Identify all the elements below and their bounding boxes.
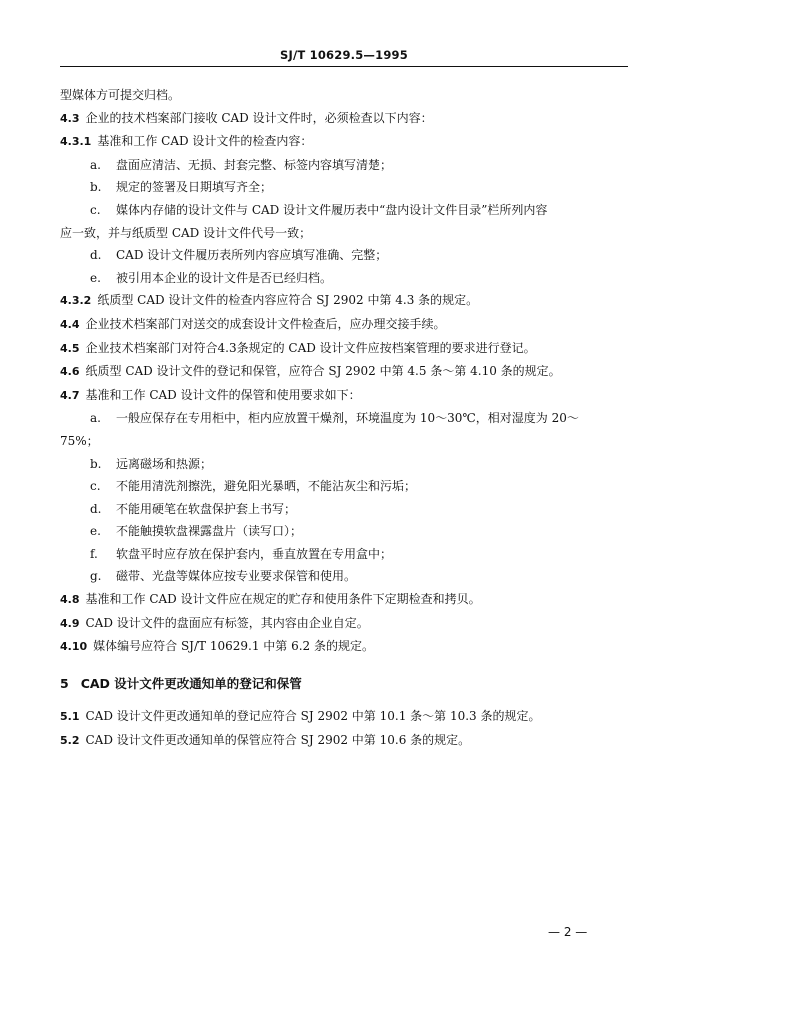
document-body <box>60 84 632 753</box>
list-item <box>60 407 632 430</box>
item-text: 盘面应清洁、无损、封套完整、标签内容填写清楚； <box>116 157 393 172</box>
section-number: 5 <box>60 675 69 691</box>
clause-text: 纸质型 CAD 设计文件的检查内容应符合 SJ 2902 中第 4.3 条的规定。 <box>97 293 479 308</box>
clause-4-10 <box>60 635 632 659</box>
section-title: CAD 设计文件更改通知单的登记和保管 <box>80 675 302 691</box>
clause-4-3-2 <box>60 289 632 313</box>
clause-4-6 <box>60 360 632 384</box>
item-text: 媒体内存储的设计文件与 CAD 设计文件履历表中“盘内设计文件目录”栏所列内容 <box>116 202 548 217</box>
list-item-continuation: 75%； <box>60 433 99 448</box>
clause-text: 基准和工作 CAD 设计文件的检查内容： <box>97 134 313 149</box>
list-item <box>60 543 632 566</box>
item-label: f. <box>90 546 98 561</box>
clause-number: 4.3 <box>60 111 80 125</box>
clause-4-5 <box>60 337 632 361</box>
clause-number: 4.6 <box>60 365 80 379</box>
item-text: CAD 设计文件履历表所列内容应填写准确、完整； <box>116 248 388 263</box>
item-text: 不能用硬笔在软盘保护套上书写； <box>116 501 297 516</box>
item-label: e. <box>90 270 101 285</box>
item-text: 软盘平时应存放在保护套内，垂直放置在专用盒中； <box>116 546 393 561</box>
page-number: — 2 — <box>548 925 588 939</box>
item-text: 一般应保存在专用柜中，柜内应放置干燥剂，环境温度为 10～30℃，相对湿度为 20～ <box>116 411 579 426</box>
clause-4-9 <box>60 612 632 636</box>
clause-number: 4.3.1 <box>60 135 92 149</box>
item-label: b. <box>90 456 102 471</box>
clause-4-3-1 <box>60 130 632 154</box>
clause-text: 纸质型 CAD 设计文件的登记和保管，应符合 SJ 2902 中第 4.5 条～第 4.10 条的规定。 <box>85 364 561 379</box>
list-item <box>60 498 632 521</box>
clause-number: 4.4 <box>60 317 80 331</box>
clause-4-4 <box>60 313 632 337</box>
item-text: 不能用清洗剂擦洗，避免阳光暴晒，不能沾灰尘和污垢； <box>116 479 417 494</box>
list-item <box>60 244 632 267</box>
clause-number: 4.7 <box>60 388 80 402</box>
item-label: c. <box>90 202 101 217</box>
clause-5-1 <box>60 705 632 729</box>
clause-number: 5.1 <box>60 710 80 724</box>
clause-4-8 <box>60 588 632 612</box>
paragraph: 型媒体方可提交归档。 <box>60 88 181 102</box>
clause-text: 企业技术档案部门对符合4.3条规定的 CAD 设计文件应按档案管理的要求进行登记。 <box>85 340 536 355</box>
item-label: a. <box>90 157 101 172</box>
list-item <box>60 565 632 588</box>
list-item-continuation: 应一致，并与纸质型 CAD 设计文件代号一致； <box>60 225 312 240</box>
clause-number: 4.5 <box>60 341 80 355</box>
item-label: d. <box>90 248 102 263</box>
list-item <box>60 176 632 199</box>
list-item <box>60 199 632 222</box>
list-item <box>60 154 632 177</box>
clause-number: 4.9 <box>60 616 80 630</box>
item-label: d. <box>90 501 102 516</box>
list-item <box>60 520 632 543</box>
clause-text: 基准和工作 CAD 设计文件的保管和使用要求如下： <box>85 387 361 402</box>
item-label: a. <box>90 411 101 426</box>
item-text: 被引用本企业的设计文件是否已经归档。 <box>116 270 333 285</box>
clause-number: 4.3.2 <box>60 294 92 308</box>
document-header: SJ/T 10629.5—1995 <box>280 48 408 62</box>
clause-text: CAD 设计文件更改通知单的登记应符合 SJ 2902 中第 10.1 条～第 10.3 条的规定。 <box>85 709 541 724</box>
clause-text: CAD 设计文件的盘面应有标签，其内容由企业自定。 <box>85 615 369 630</box>
list-item <box>60 453 632 476</box>
item-text: 规定的签署及日期填写齐全； <box>116 180 273 195</box>
header-rule <box>60 66 628 67</box>
clause-text: 媒体编号应符合 SJ/T 10629.1 中第 6.2 条的规定。 <box>93 639 374 654</box>
clause-number: 4.10 <box>60 640 88 654</box>
clause-number: 4.8 <box>60 593 80 607</box>
list-item <box>60 267 632 290</box>
clause-number: 5.2 <box>60 734 80 748</box>
clause-text: CAD 设计文件更改通知单的保管应符合 SJ 2902 中第 10.6 条的规定。 <box>85 733 471 748</box>
list-item <box>60 475 632 498</box>
clause-4-3 <box>60 107 632 131</box>
item-label: g. <box>90 569 102 584</box>
clause-text: 企业的技术档案部门接收 CAD 设计文件时，必须检查以下内容： <box>85 110 433 125</box>
clause-5-2 <box>60 729 632 753</box>
item-text: 磁带、光盘等媒体应按专业要求保管和使用。 <box>116 569 357 584</box>
item-label: c. <box>90 479 101 494</box>
item-text: 远离磁场和热源； <box>116 456 213 471</box>
item-label: e. <box>90 524 101 539</box>
clause-text: 企业技术档案部门对送交的成套设计文件检查后，应办理交接手续。 <box>85 316 446 331</box>
item-label: b. <box>90 180 102 195</box>
section-5-heading <box>60 673 632 696</box>
item-text: 不能触摸软盘裸露盘片（读写口）； <box>116 524 303 539</box>
clause-4-7 <box>60 384 632 408</box>
clause-text: 基准和工作 CAD 设计文件应在规定的贮存和使用条件下定期检查和拷贝。 <box>85 592 481 607</box>
